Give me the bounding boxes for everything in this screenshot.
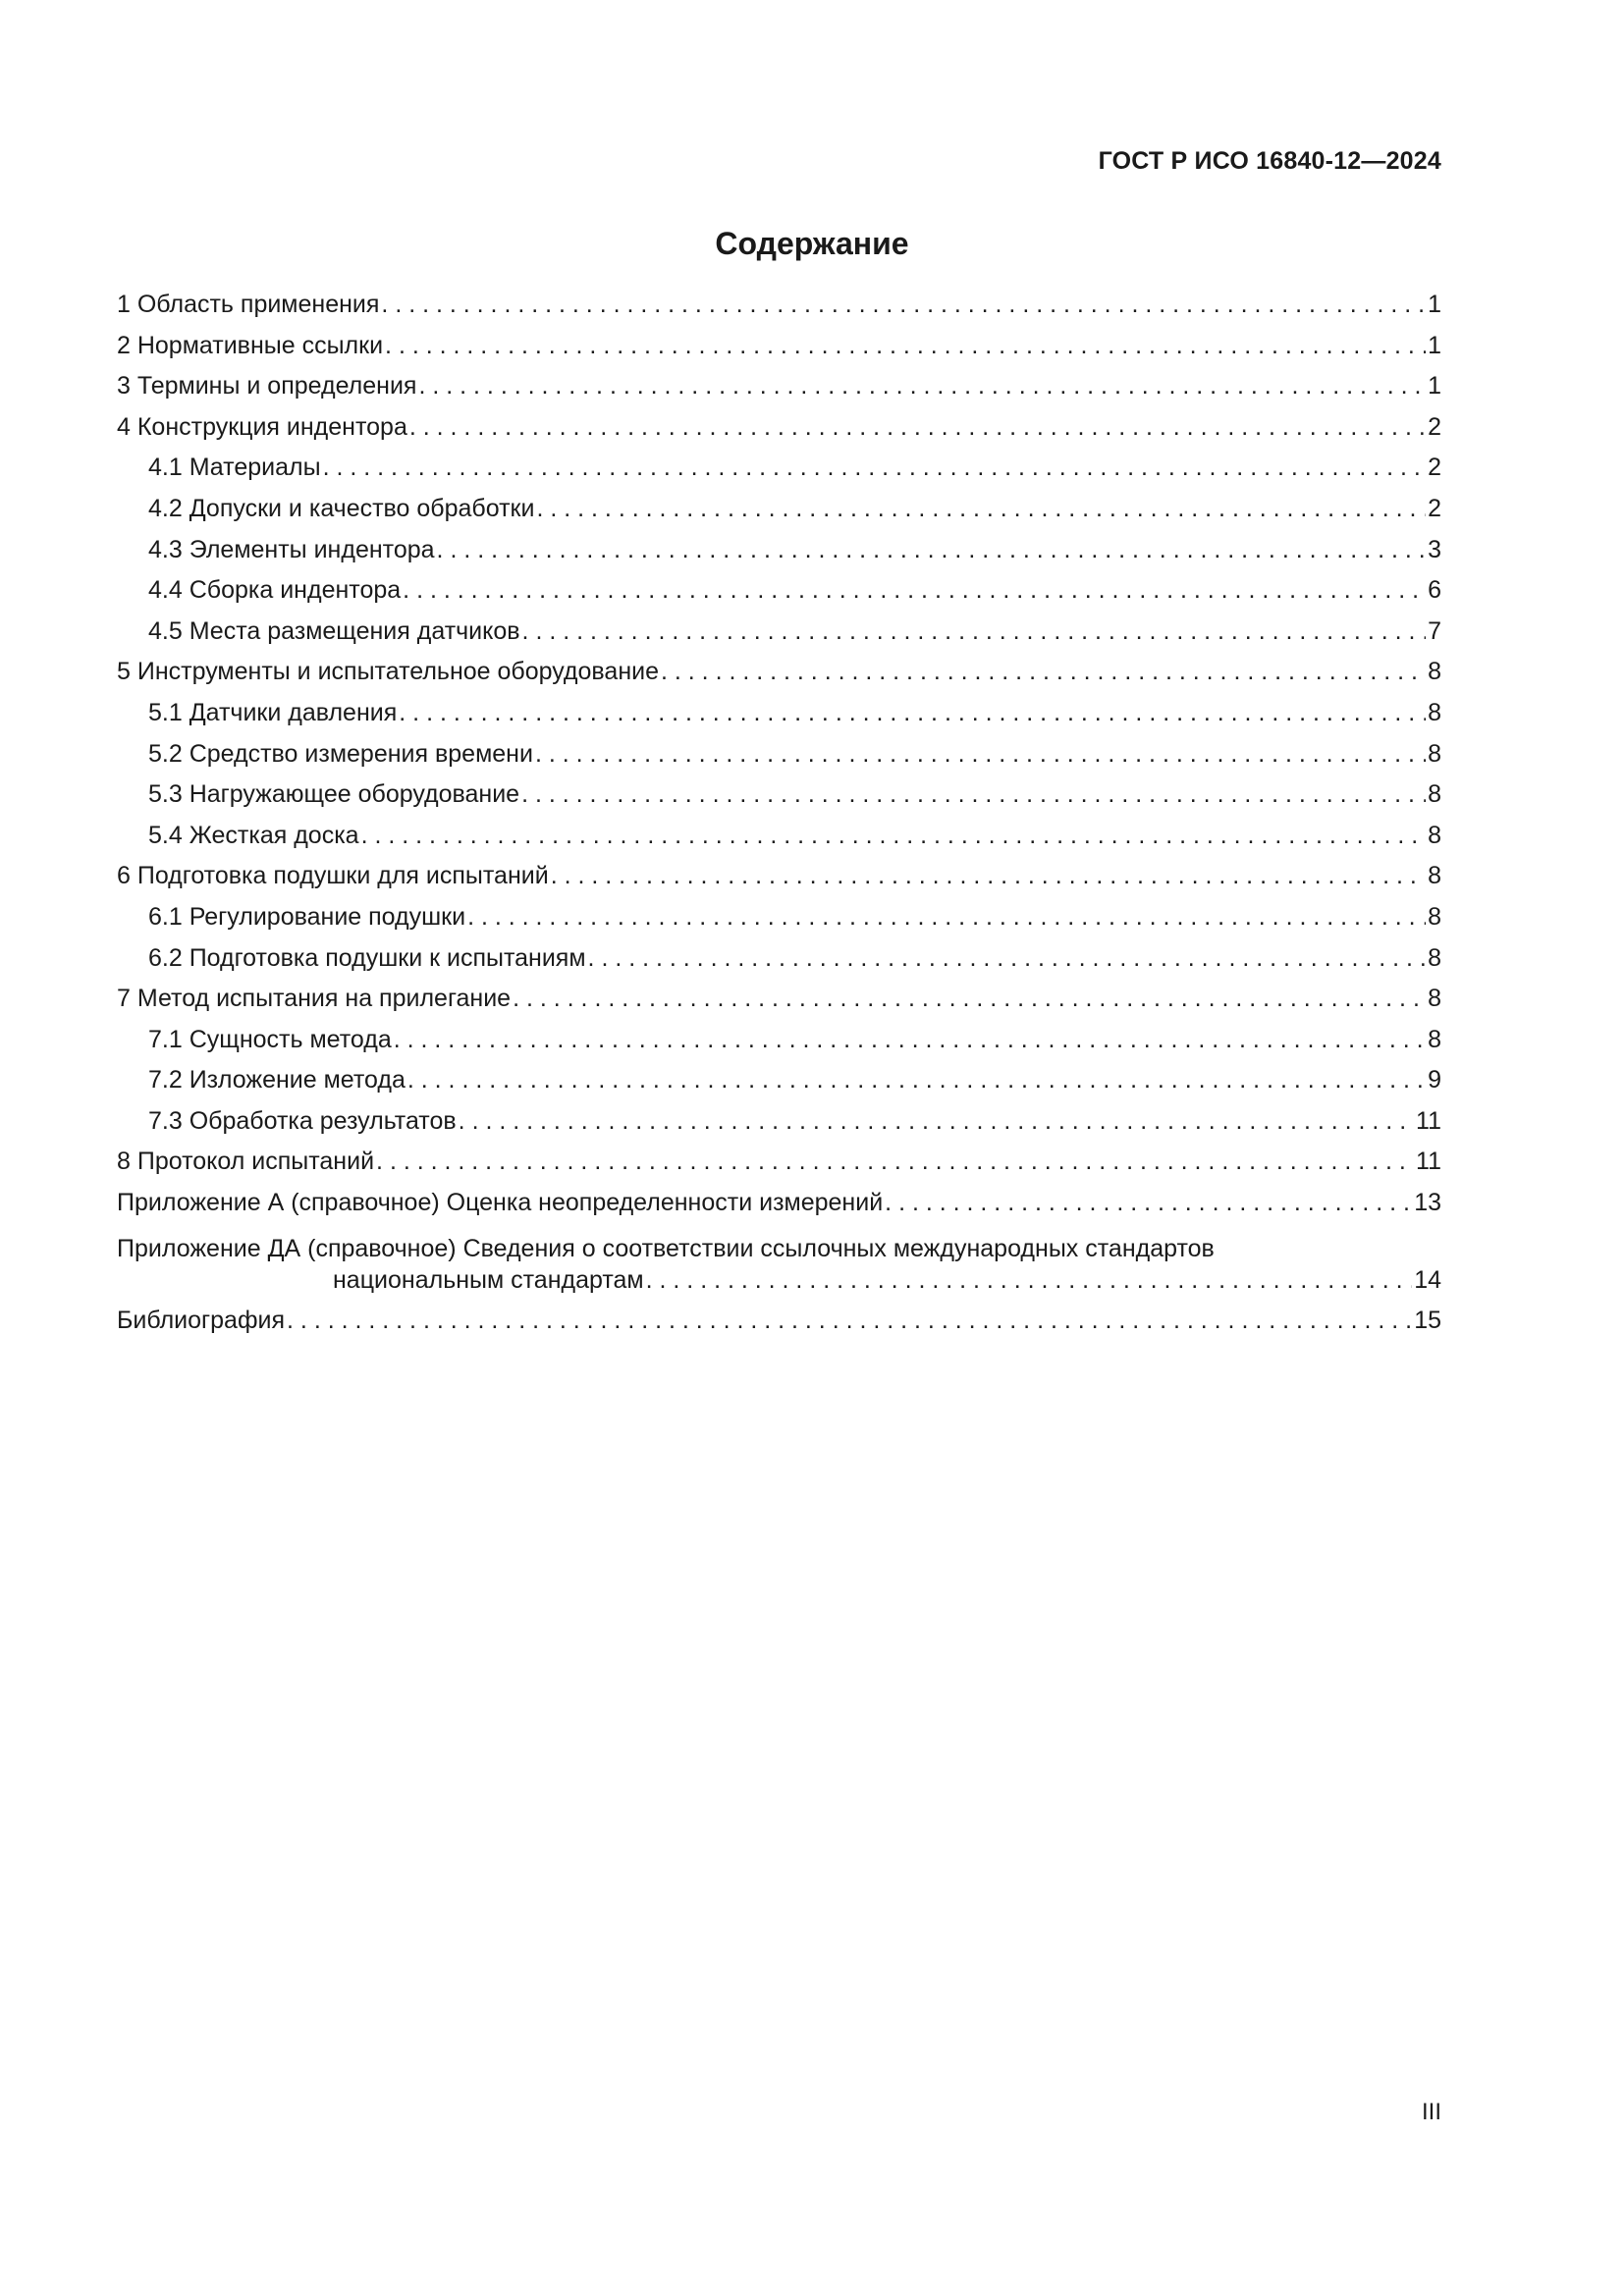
toc-entry-page: 1: [1428, 372, 1441, 400]
toc-entry-page: 8: [1428, 1025, 1441, 1053]
toc-entry[interactable]: [117, 494, 1441, 535]
toc-entry[interactable]: [117, 698, 1441, 739]
toc-leader-dots: [403, 575, 1426, 605]
toc-entry-label: 6 Подготовка подушки для испытаний: [117, 862, 549, 890]
toc-entry[interactable]: [117, 902, 1441, 943]
toc-entry[interactable]: [117, 371, 1441, 412]
toc-entry-page: 9: [1428, 1066, 1441, 1095]
toc-entry-page: 2: [1428, 494, 1441, 522]
document-code: ГОСТ Р ИСО 16840-12—2024: [1098, 147, 1441, 175]
toc-leader-dots: [361, 821, 1427, 850]
toc-entry[interactable]: [117, 657, 1441, 698]
toc-entry[interactable]: [117, 1188, 1441, 1229]
toc-leader-dots: [661, 657, 1426, 686]
toc-entry-page: 8: [1428, 821, 1441, 849]
toc-leader-dots: [407, 1065, 1426, 1095]
toc-entry[interactable]: [117, 535, 1441, 576]
toc-entry-label: 5.3 Нагружающее оборудование: [148, 780, 520, 809]
toc-entry-label: 8 Протокол испытаний: [117, 1148, 375, 1176]
toc-entry-page: 13: [1414, 1189, 1441, 1217]
toc-leader-dots: [459, 1106, 1414, 1136]
toc-leader-dots: [381, 290, 1426, 319]
toc-entry-page: 3: [1428, 535, 1441, 563]
toc-leader-dots: [437, 535, 1427, 564]
toc-entry[interactable]: [117, 616, 1441, 658]
toc-entry-page: 1: [1428, 331, 1441, 359]
toc-entry-page: 2: [1428, 454, 1441, 482]
toc-leader-dots: [646, 1264, 1413, 1296]
toc-leader-dots: [885, 1188, 1412, 1217]
toc-entry-bibliography[interactable]: [117, 1306, 1441, 1347]
toc-entry-label: 4.2 Допуски и качество обработки: [148, 494, 535, 522]
toc-entry[interactable]: [117, 943, 1441, 985]
toc-leader-dots: [522, 616, 1427, 646]
toc-leader-dots: [323, 453, 1427, 482]
toc-entry[interactable]: [117, 1025, 1441, 1066]
toc-entry[interactable]: [117, 575, 1441, 616]
toc-entry-label: 5.4 Жесткая доска: [148, 821, 359, 849]
toc-entry-label: 7.2 Изложение метода: [148, 1066, 406, 1095]
toc-entry-page: 8: [1428, 985, 1441, 1013]
toc-entry[interactable]: [117, 290, 1441, 331]
toc-entry-label: 7.1 Сущность метода: [148, 1025, 392, 1053]
toc-entry-page: 8: [1428, 658, 1441, 686]
toc-title: Содержание: [715, 226, 909, 261]
toc-entry-page: 8: [1428, 698, 1441, 726]
toc-entry-label: 6.1 Регулирование подушки: [148, 902, 466, 931]
toc-entry[interactable]: [117, 861, 1441, 902]
toc-entry-label: 5.1 Датчики давления: [148, 698, 398, 726]
toc-entry-label: 5.2 Средство измерения времени: [148, 739, 533, 768]
toc-entry-page: 14: [1414, 1265, 1441, 1294]
toc-entry-label: 1 Область применения: [117, 291, 380, 318]
toc-entry[interactable]: [117, 1147, 1441, 1188]
toc-entry-page: 1: [1428, 291, 1441, 318]
toc-entry-page: 8: [1428, 943, 1441, 972]
toc-leader-dots: [409, 412, 1426, 442]
toc-entry-page: 11: [1416, 1148, 1441, 1176]
toc-entry-label: 2 Нормативные ссылки: [117, 331, 384, 359]
toc-leader-dots: [513, 984, 1426, 1013]
toc-entry-annex-da[interactable]: [117, 1229, 1441, 1306]
toc-entry[interactable]: [117, 1065, 1441, 1106]
toc-entry-page: 11: [1416, 1106, 1441, 1135]
toc-leader-dots: [521, 779, 1426, 809]
toc-leader-dots: [399, 698, 1426, 727]
toc-entry-label: 6.2 Подготовка подушки к испытаниям: [148, 943, 586, 972]
toc-entry-page: 8: [1428, 902, 1441, 931]
toc-leader-dots: [588, 943, 1427, 973]
toc-leader-dots: [535, 739, 1426, 769]
toc-entry-label: 3 Термины и определения: [117, 372, 417, 400]
toc-entry-label: 4.1 Материалы: [148, 454, 321, 482]
toc-entry-page: 7: [1428, 616, 1441, 645]
table-of-contents: [117, 290, 1441, 1346]
toc-entry[interactable]: [117, 739, 1441, 780]
toc-leader-dots: [418, 371, 1426, 400]
toc-leader-dots: [394, 1025, 1426, 1054]
toc-entry[interactable]: [117, 453, 1441, 494]
toc-leader-dots: [376, 1147, 1414, 1176]
toc-entries: [117, 290, 1441, 1229]
toc-entry-page: 2: [1428, 412, 1441, 441]
toc-entry[interactable]: [117, 1106, 1441, 1148]
toc-entry-label: 4.4 Сборка индентора: [148, 576, 402, 605]
toc-entry-page: 8: [1428, 739, 1441, 768]
toc-entry-label: Приложение ДА (справочное) Сведения о соответствии ссылочных международных стандартов: [117, 1234, 1215, 1262]
toc-entry-page: 15: [1414, 1306, 1441, 1334]
toc-entry[interactable]: [117, 821, 1441, 862]
toc-entry-page: 8: [1428, 780, 1441, 809]
toc-entry-label: Приложение А (справочное) Оценка неопределенности измерений: [117, 1189, 884, 1217]
toc-entry[interactable]: [117, 779, 1441, 821]
toc-entry-label: 7.3 Обработка результатов: [148, 1106, 457, 1135]
toc-entry-label: 5 Инструменты и испытательное оборудование: [117, 658, 659, 686]
toc-entry[interactable]: [117, 984, 1441, 1025]
toc-entry-page: 8: [1428, 862, 1441, 890]
toc-entry[interactable]: [117, 331, 1441, 372]
toc-leader-dots: [287, 1306, 1412, 1335]
toc-leader-dots: [551, 861, 1426, 890]
toc-entry-label: 4.5 Места размещения датчиков: [148, 616, 520, 645]
toc-entry-label: 4.3 Элементы индентора: [148, 535, 435, 563]
toc-entry[interactable]: [117, 412, 1441, 454]
toc-entry-label: 4 Конструкция индентора: [117, 412, 407, 441]
toc-entry-page: 6: [1428, 576, 1441, 605]
toc-leader-dots: [536, 494, 1426, 523]
toc-entry-label: 7 Метод испытания на прилегание: [117, 985, 512, 1013]
page-number: III: [1421, 2099, 1441, 2125]
toc-leader-dots: [467, 902, 1426, 932]
toc-entry-label-continued: национальным стандартам: [333, 1265, 644, 1294]
toc-leader-dots: [385, 331, 1426, 360]
toc-entry-label: Библиография: [117, 1306, 286, 1334]
